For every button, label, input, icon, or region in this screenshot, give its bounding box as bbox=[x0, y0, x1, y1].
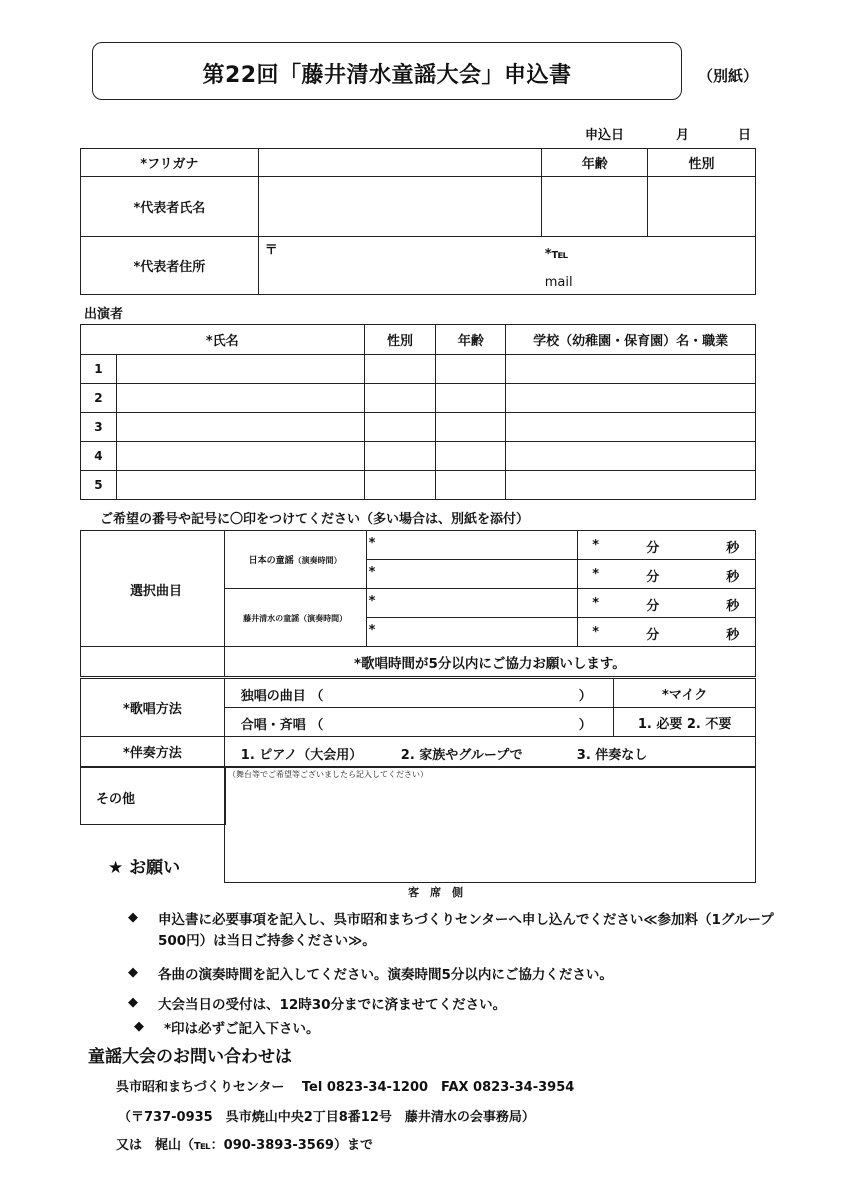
requests-title: ★ お願い bbox=[108, 858, 181, 878]
applicant-table bbox=[80, 148, 756, 295]
instruction-text: ご希望の番号や記号に〇印をつけてください（多い場合は、別紙を添付） bbox=[100, 512, 530, 527]
table-row bbox=[81, 355, 756, 384]
mail-label: mail bbox=[544, 275, 573, 290]
furigana-input[interactable] bbox=[259, 154, 542, 171]
seconds-label: 秒 bbox=[726, 570, 740, 585]
accompaniment-option-none[interactable]: 3. 伴奏なし bbox=[576, 748, 648, 763]
minutes-label: 分 bbox=[646, 541, 660, 556]
day-label: 日 bbox=[738, 128, 752, 143]
accompaniment-option-family[interactable]: 2. 家族やグループで bbox=[400, 748, 523, 763]
minutes-label: 分 bbox=[646, 628, 660, 643]
seconds-label: 秒 bbox=[726, 541, 740, 556]
required-mark: * bbox=[592, 567, 600, 582]
fujii-songs-category bbox=[224, 589, 366, 647]
diamond-icon: ◆ bbox=[134, 1019, 144, 1034]
accompaniment-option-piano[interactable]: 1. ピアノ（大会用） bbox=[240, 748, 363, 763]
fujii-songs-label: 藤井清水の童謡 bbox=[243, 614, 300, 623]
performer-age-cell[interactable] bbox=[436, 413, 506, 442]
performer-gender-cell[interactable] bbox=[364, 471, 436, 500]
furigana-label: *フリガナ bbox=[81, 149, 259, 177]
row-number: 3 bbox=[81, 413, 117, 442]
address-field[interactable] bbox=[258, 237, 755, 295]
japanese-songs-label: 日本の童謡 bbox=[248, 556, 294, 566]
minutes-label: 分 bbox=[646, 599, 660, 614]
gender-label: 性別 bbox=[648, 149, 756, 177]
performers-table bbox=[80, 324, 756, 500]
performer-gender-cell[interactable] bbox=[364, 413, 436, 442]
blank-label-cell bbox=[81, 647, 225, 677]
performer-name-header: *氏名 bbox=[81, 325, 365, 355]
gender-input[interactable] bbox=[648, 198, 755, 215]
table-row bbox=[81, 471, 756, 500]
age-input[interactable] bbox=[542, 198, 647, 215]
performer-school-cell[interactable] bbox=[506, 413, 756, 442]
diamond-icon: ◆ bbox=[128, 965, 138, 980]
chorus-close: ） bbox=[578, 718, 592, 733]
contact-line-3: 又は 梶山（℡：090-3893-3569）まで bbox=[116, 1138, 373, 1153]
row-number: 2 bbox=[81, 384, 117, 413]
request-item: *印は必ずご記入下さい。 bbox=[164, 1021, 320, 1037]
performer-age-cell[interactable] bbox=[436, 442, 506, 471]
seconds-label: 秒 bbox=[726, 628, 740, 643]
accompaniment-label: *伴奏方法 bbox=[81, 737, 225, 767]
table-row bbox=[81, 442, 756, 471]
required-mark: * bbox=[592, 538, 600, 553]
performance-time-note: （演奏時間） bbox=[299, 614, 348, 623]
representative-name-field[interactable] bbox=[258, 177, 542, 237]
singing-table bbox=[80, 678, 756, 767]
performer-name-cell[interactable] bbox=[116, 471, 364, 500]
mic-options[interactable]: 1. 必要 2. 不要 bbox=[614, 708, 756, 737]
required-mark: * bbox=[592, 596, 600, 611]
solo-close: ） bbox=[578, 689, 592, 704]
required-mark: * bbox=[368, 536, 376, 551]
solo-label: 独唱の曲目 （ bbox=[240, 689, 324, 704]
contact-title: 童謡大会のお問い合わせは bbox=[88, 1047, 292, 1067]
request-item: 大会当日の受付は、12時30分までに済ませてください。 bbox=[158, 997, 507, 1013]
performer-name-cell[interactable] bbox=[116, 384, 364, 413]
age-label: 年齢 bbox=[542, 149, 648, 177]
performers-label: 出演者 bbox=[84, 307, 124, 322]
japanese-songs-category bbox=[224, 531, 366, 589]
selected-songs-label: 選択曲目 bbox=[129, 584, 182, 599]
table-row bbox=[81, 384, 756, 413]
required-mark: * bbox=[368, 623, 376, 638]
accompaniment-options bbox=[224, 737, 755, 767]
contact-line-1: 呉市昭和まちづくりセンター Tel 0823-34-1200 FAX 0823-34-3954 bbox=[116, 1080, 575, 1095]
row-number: 1 bbox=[81, 355, 117, 384]
solo-field[interactable] bbox=[224, 679, 613, 708]
other-note: （舞台等でご希望等ございましたら記入してください） bbox=[228, 770, 428, 779]
required-mark: * bbox=[368, 565, 376, 580]
diamond-icon: ◆ bbox=[128, 910, 138, 925]
song-time-cell[interactable] bbox=[578, 560, 756, 589]
song-title-cell[interactable] bbox=[366, 589, 578, 618]
mic-label: *マイク bbox=[614, 679, 756, 708]
address-label: *代表者住所 bbox=[81, 237, 259, 295]
song-time-cell[interactable] bbox=[578, 531, 756, 560]
gender-field[interactable] bbox=[648, 177, 756, 237]
song-time-cell[interactable] bbox=[578, 618, 756, 647]
songs-table bbox=[80, 530, 756, 677]
row-number: 5 bbox=[81, 471, 117, 500]
chorus-field[interactable] bbox=[224, 708, 613, 737]
postal-mark: 〒 bbox=[264, 243, 278, 258]
performer-name-cell[interactable] bbox=[116, 442, 364, 471]
performer-gender-cell[interactable] bbox=[364, 384, 436, 413]
time-note: *歌唱時間が5分以内にご協力お願いします。 bbox=[224, 647, 755, 677]
other-label: その他 bbox=[96, 792, 136, 807]
representative-name-input[interactable] bbox=[259, 198, 542, 215]
seconds-label: 秒 bbox=[726, 599, 740, 614]
performer-age-cell[interactable] bbox=[436, 471, 506, 500]
date-label: 申込日 bbox=[585, 128, 625, 143]
attachment-note: （別紙） bbox=[698, 67, 759, 85]
required-mark: * bbox=[368, 594, 376, 609]
song-title-cell[interactable] bbox=[366, 618, 578, 647]
song-title-cell[interactable] bbox=[366, 560, 578, 589]
song-title-cell[interactable] bbox=[366, 531, 578, 560]
table-row bbox=[81, 413, 756, 442]
request-item: 各曲の演奏時間を記入してください。演奏時間5分以内にご協力ください。 bbox=[158, 967, 613, 983]
other-input-box[interactable] bbox=[224, 767, 756, 883]
performer-school-cell[interactable] bbox=[506, 384, 756, 413]
contact-line-2: （〒737-0935 呉市焼山中央2丁目8番12号 藤井清水の会事務局） bbox=[118, 1110, 535, 1125]
furigana-field[interactable] bbox=[258, 149, 542, 177]
row-number: 4 bbox=[81, 442, 117, 471]
performer-school-cell[interactable] bbox=[506, 442, 756, 471]
month-label: 月 bbox=[676, 128, 690, 143]
performer-name-cell[interactable] bbox=[116, 355, 364, 384]
performer-school-cell[interactable] bbox=[506, 355, 756, 384]
age-field[interactable] bbox=[542, 177, 648, 237]
request-item: 申込書に必要事項を記入し、呉市昭和まちづくりセンターへ申し込んでください≪参加料（1グループ500円）は当日ご持参ください≫。 bbox=[158, 912, 774, 949]
performer-gender-header: 性別 bbox=[364, 325, 436, 355]
required-mark: * bbox=[592, 625, 600, 640]
representative-name-label: *代表者氏名 bbox=[81, 177, 259, 237]
diamond-icon: ◆ bbox=[128, 995, 138, 1010]
tel-label: *℡ bbox=[544, 247, 569, 262]
performer-school-header: 学校（幼稚園・保育園）名・職業 bbox=[506, 325, 756, 355]
performer-age-header: 年齢 bbox=[436, 325, 506, 355]
performer-school-cell[interactable] bbox=[506, 471, 756, 500]
page-title: 第22回「藤井清水童謡大会」申込書 bbox=[202, 63, 572, 88]
performer-age-cell[interactable] bbox=[436, 384, 506, 413]
singing-method-label: *歌唱方法 bbox=[81, 679, 225, 737]
minutes-label: 分 bbox=[646, 570, 660, 585]
song-time-cell[interactable] bbox=[578, 589, 756, 618]
performer-gender-cell[interactable] bbox=[364, 355, 436, 384]
performer-gender-cell[interactable] bbox=[364, 442, 436, 471]
performance-time-note: （演奏時間） bbox=[293, 556, 342, 565]
performer-name-cell[interactable] bbox=[116, 413, 364, 442]
chorus-label: 合唱・斉唱 （ bbox=[240, 718, 324, 733]
audience-side-label: 客 席 側 bbox=[408, 886, 463, 899]
performer-age-cell[interactable] bbox=[436, 355, 506, 384]
